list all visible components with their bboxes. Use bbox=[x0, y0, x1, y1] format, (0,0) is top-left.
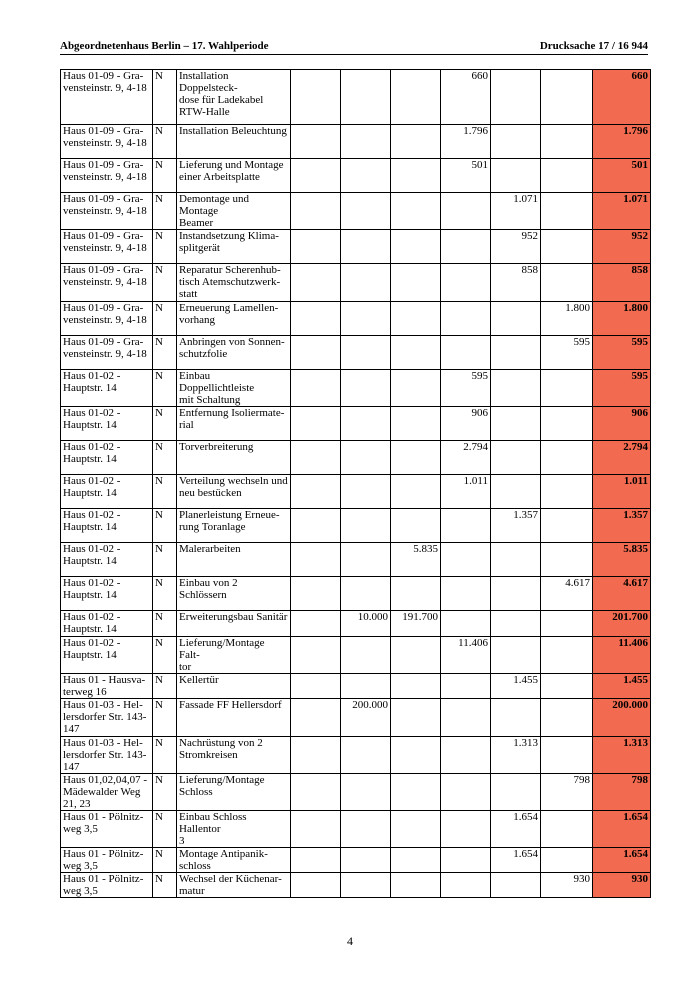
amount-cell-2 bbox=[341, 441, 391, 475]
description-cell: Malerarbeiten bbox=[177, 543, 291, 577]
amount-cell-5: 1.654 bbox=[491, 811, 541, 848]
amount-cell-1 bbox=[291, 509, 341, 543]
amount-cell-6 bbox=[541, 193, 593, 230]
description-cell: Instandsetzung Klima- splitgerät bbox=[177, 230, 291, 264]
total-cell: 2.794 bbox=[593, 441, 651, 475]
type-cell: N bbox=[153, 70, 177, 125]
description-cell: Erneuerung Lamellen- vorhang bbox=[177, 302, 291, 336]
amount-cell-4: 906 bbox=[441, 407, 491, 441]
total-cell: 858 bbox=[593, 264, 651, 302]
amount-cell-4 bbox=[441, 811, 491, 848]
description-cell: Nachrüstung von 2 Stromkreisen bbox=[177, 737, 291, 774]
description-cell: Entfernung Isoliermate- rial bbox=[177, 407, 291, 441]
total-cell: 1.071 bbox=[593, 193, 651, 230]
description-cell: Wechsel der Küchenar- matur bbox=[177, 873, 291, 898]
type-cell: N bbox=[153, 159, 177, 193]
amount-cell-1 bbox=[291, 774, 341, 811]
total-cell: 1.796 bbox=[593, 125, 651, 159]
type-cell: N bbox=[153, 125, 177, 159]
amount-cell-4 bbox=[441, 509, 491, 543]
total-cell: 660 bbox=[593, 70, 651, 125]
amount-cell-1 bbox=[291, 577, 341, 611]
table-row bbox=[61, 336, 651, 370]
description-cell: Kellertür bbox=[177, 674, 291, 699]
amount-cell-4 bbox=[441, 577, 491, 611]
type-cell: N bbox=[153, 475, 177, 509]
description-cell: Einbau Doppellichtleiste mit Schaltung bbox=[177, 370, 291, 407]
type-cell: N bbox=[153, 811, 177, 848]
amount-cell-2 bbox=[341, 193, 391, 230]
location-cell: Haus 01-09 - Gra- vensteinstr. 9, 4-18 bbox=[61, 159, 153, 193]
table-row bbox=[61, 370, 651, 407]
location-cell: Haus 01-03 - Hel- lersdorfer Str. 143- 147 bbox=[61, 737, 153, 774]
amount-cell-2: 200.000 bbox=[341, 699, 391, 737]
type-cell: N bbox=[153, 193, 177, 230]
description-cell: Torverbreiterung bbox=[177, 441, 291, 475]
location-cell: Haus 01 - Pölnitz- weg 3,5 bbox=[61, 811, 153, 848]
table-row bbox=[61, 848, 651, 873]
location-cell: Haus 01-02 - Hauptstr. 14 bbox=[61, 407, 153, 441]
table-row bbox=[61, 611, 651, 637]
amount-cell-4 bbox=[441, 848, 491, 873]
description-cell: Fassade FF Hellersdorf bbox=[177, 699, 291, 737]
amount-cell-1 bbox=[291, 674, 341, 699]
amount-cell-3 bbox=[391, 699, 441, 737]
total-cell: 1.654 bbox=[593, 811, 651, 848]
amount-cell-6 bbox=[541, 264, 593, 302]
total-cell: 1.800 bbox=[593, 302, 651, 336]
amount-cell-2 bbox=[341, 577, 391, 611]
amount-cell-1 bbox=[291, 737, 341, 774]
amount-cell-3 bbox=[391, 125, 441, 159]
table-row bbox=[61, 475, 651, 509]
location-cell: Haus 01 - Hausva- terweg 16 bbox=[61, 674, 153, 699]
amount-cell-2 bbox=[341, 475, 391, 509]
amount-cell-2 bbox=[341, 774, 391, 811]
amount-cell-1 bbox=[291, 699, 341, 737]
amount-cell-2 bbox=[341, 230, 391, 264]
amount-cell-6 bbox=[541, 637, 593, 674]
amount-cell-2 bbox=[341, 737, 391, 774]
amount-cell-4: 595 bbox=[441, 370, 491, 407]
amount-cell-6 bbox=[541, 370, 593, 407]
amount-cell-3 bbox=[391, 441, 441, 475]
description-cell: Einbau von 2 Schlössern bbox=[177, 577, 291, 611]
type-cell: N bbox=[153, 407, 177, 441]
amount-cell-3 bbox=[391, 737, 441, 774]
amount-cell-3 bbox=[391, 264, 441, 302]
amount-cell-3 bbox=[391, 577, 441, 611]
total-cell: 1.357 bbox=[593, 509, 651, 543]
amount-cell-2 bbox=[341, 848, 391, 873]
amount-cell-5 bbox=[491, 475, 541, 509]
amount-cell-6: 798 bbox=[541, 774, 593, 811]
table-row bbox=[61, 699, 651, 737]
amount-cell-6 bbox=[541, 159, 593, 193]
type-cell: N bbox=[153, 674, 177, 699]
amount-cell-4: 1.796 bbox=[441, 125, 491, 159]
amount-cell-5: 1.455 bbox=[491, 674, 541, 699]
location-cell: Haus 01-09 - Gra- vensteinstr. 9, 4-18 bbox=[61, 302, 153, 336]
total-cell: 11.406 bbox=[593, 637, 651, 674]
amount-cell-6: 4.617 bbox=[541, 577, 593, 611]
amount-cell-3 bbox=[391, 407, 441, 441]
amount-cell-1 bbox=[291, 336, 341, 370]
amount-cell-3 bbox=[391, 674, 441, 699]
amount-cell-5: 1.071 bbox=[491, 193, 541, 230]
amount-cell-3 bbox=[391, 475, 441, 509]
amount-cell-2 bbox=[341, 370, 391, 407]
amount-cell-1 bbox=[291, 441, 341, 475]
amount-cell-4 bbox=[441, 611, 491, 637]
amount-cell-5 bbox=[491, 873, 541, 898]
amount-cell-6 bbox=[541, 70, 593, 125]
location-cell: Haus 01 - Pölnitz- weg 3,5 bbox=[61, 848, 153, 873]
table-row bbox=[61, 543, 651, 577]
amount-cell-2 bbox=[341, 336, 391, 370]
type-cell: N bbox=[153, 577, 177, 611]
amount-cell-2: 10.000 bbox=[341, 611, 391, 637]
amount-cell-1 bbox=[291, 264, 341, 302]
amount-cell-4: 2.794 bbox=[441, 441, 491, 475]
table-row bbox=[61, 637, 651, 674]
amount-cell-5: 952 bbox=[491, 230, 541, 264]
location-cell: Haus 01-02 - Hauptstr. 14 bbox=[61, 577, 153, 611]
location-cell: Haus 01-09 - Gra- vensteinstr. 9, 4-18 bbox=[61, 230, 153, 264]
amount-cell-4: 11.406 bbox=[441, 637, 491, 674]
amount-cell-3: 191.700 bbox=[391, 611, 441, 637]
total-cell: 952 bbox=[593, 230, 651, 264]
amount-cell-3 bbox=[391, 509, 441, 543]
amount-cell-5 bbox=[491, 370, 541, 407]
amount-cell-4 bbox=[441, 302, 491, 336]
location-cell: Haus 01,02,04,07 - Mädewalder Weg 21, 23 bbox=[61, 774, 153, 811]
amount-cell-3 bbox=[391, 637, 441, 674]
amount-cell-3 bbox=[391, 873, 441, 898]
location-cell: Haus 01 - Pölnitz- weg 3,5 bbox=[61, 873, 153, 898]
amount-cell-5 bbox=[491, 70, 541, 125]
amount-cell-5 bbox=[491, 302, 541, 336]
amount-cell-6 bbox=[541, 509, 593, 543]
amount-cell-4: 1.011 bbox=[441, 475, 491, 509]
amount-cell-3 bbox=[391, 302, 441, 336]
amount-cell-6 bbox=[541, 441, 593, 475]
total-cell: 595 bbox=[593, 370, 651, 407]
amount-cell-3 bbox=[391, 848, 441, 873]
location-cell: Haus 01-09 - Gra- vensteinstr. 9, 4-18 bbox=[61, 125, 153, 159]
amount-cell-5 bbox=[491, 637, 541, 674]
amount-cell-5 bbox=[491, 407, 541, 441]
amount-cell-5: 1.654 bbox=[491, 848, 541, 873]
amount-cell-3 bbox=[391, 370, 441, 407]
amount-cell-1 bbox=[291, 125, 341, 159]
amount-cell-6: 595 bbox=[541, 336, 593, 370]
amount-cell-4 bbox=[441, 737, 491, 774]
description-cell: Einbau Schloss Hallentor 3 bbox=[177, 811, 291, 848]
description-cell: Demontage und Montage Beamer bbox=[177, 193, 291, 230]
amount-cell-2 bbox=[341, 509, 391, 543]
total-cell: 906 bbox=[593, 407, 651, 441]
amount-cell-3 bbox=[391, 193, 441, 230]
page-header bbox=[60, 40, 648, 55]
amount-cell-4 bbox=[441, 264, 491, 302]
type-cell: N bbox=[153, 230, 177, 264]
description-cell: Lieferung und Montage einer Arbeitsplatte bbox=[177, 159, 291, 193]
description-cell: Installation Doppelsteck- dose für Ladekabel RTW-Halle bbox=[177, 70, 291, 125]
page-number: 4 bbox=[347, 934, 353, 948]
amount-cell-5: 1.357 bbox=[491, 509, 541, 543]
amount-cell-2 bbox=[341, 543, 391, 577]
type-cell: N bbox=[153, 699, 177, 737]
type-cell: N bbox=[153, 873, 177, 898]
amount-cell-2 bbox=[341, 302, 391, 336]
amount-cell-5 bbox=[491, 125, 541, 159]
table-row bbox=[61, 230, 651, 264]
description-cell: Planerleistung Erneue- rung Toranlage bbox=[177, 509, 291, 543]
amount-cell-2 bbox=[341, 70, 391, 125]
amount-cell-2 bbox=[341, 159, 391, 193]
description-cell: Montage Antipanik- schloss bbox=[177, 848, 291, 873]
description-cell: Lieferung/Montage Schloss bbox=[177, 774, 291, 811]
amount-cell-1 bbox=[291, 873, 341, 898]
amount-cell-5 bbox=[491, 774, 541, 811]
amount-cell-1 bbox=[291, 848, 341, 873]
description-cell: Lieferung/Montage Falt- tor bbox=[177, 637, 291, 674]
amount-cell-1 bbox=[291, 302, 341, 336]
amount-cell-1 bbox=[291, 611, 341, 637]
amount-cell-1 bbox=[291, 193, 341, 230]
amount-cell-5: 858 bbox=[491, 264, 541, 302]
total-cell: 1.455 bbox=[593, 674, 651, 699]
table-row bbox=[61, 70, 651, 125]
amount-cell-4 bbox=[441, 873, 491, 898]
description-cell: Erweiterungsbau Sanitär bbox=[177, 611, 291, 637]
amount-cell-3: 5.835 bbox=[391, 543, 441, 577]
amount-cell-2 bbox=[341, 407, 391, 441]
table-row bbox=[61, 577, 651, 611]
amount-cell-4 bbox=[441, 674, 491, 699]
total-cell: 1.654 bbox=[593, 848, 651, 873]
header-document-number: Drucksache 17 / 16 944 bbox=[539, 40, 648, 52]
amount-cell-1 bbox=[291, 543, 341, 577]
type-cell: N bbox=[153, 302, 177, 336]
total-cell: 200.000 bbox=[593, 699, 651, 737]
table-row bbox=[61, 193, 651, 230]
total-cell: 201.700 bbox=[593, 611, 651, 637]
table-row bbox=[61, 774, 651, 811]
location-cell: Haus 01-09 - Gra- vensteinstr. 9, 4-18 bbox=[61, 70, 153, 125]
amount-cell-2 bbox=[341, 264, 391, 302]
location-cell: Haus 01-02 - Hauptstr. 14 bbox=[61, 543, 153, 577]
table-row bbox=[61, 674, 651, 699]
amount-cell-1 bbox=[291, 370, 341, 407]
table-row bbox=[61, 264, 651, 302]
amount-cell-4: 660 bbox=[441, 70, 491, 125]
total-cell: 1.011 bbox=[593, 475, 651, 509]
table-row bbox=[61, 873, 651, 898]
type-cell: N bbox=[153, 611, 177, 637]
amount-cell-6 bbox=[541, 699, 593, 737]
table-row bbox=[61, 302, 651, 336]
amount-cell-4: 501 bbox=[441, 159, 491, 193]
total-cell: 5.835 bbox=[593, 543, 651, 577]
table-row bbox=[61, 811, 651, 848]
location-cell: Haus 01-02 - Hauptstr. 14 bbox=[61, 475, 153, 509]
location-cell: Haus 01-02 - Hauptstr. 14 bbox=[61, 509, 153, 543]
amount-cell-1 bbox=[291, 811, 341, 848]
total-cell: 1.313 bbox=[593, 737, 651, 774]
amount-cell-5 bbox=[491, 577, 541, 611]
total-cell: 4.617 bbox=[593, 577, 651, 611]
amount-cell-3 bbox=[391, 70, 441, 125]
type-cell: N bbox=[153, 774, 177, 811]
amount-cell-6 bbox=[541, 230, 593, 264]
type-cell: N bbox=[153, 737, 177, 774]
amount-cell-5 bbox=[491, 699, 541, 737]
location-cell: Haus 01-02 - Hauptstr. 14 bbox=[61, 637, 153, 674]
amount-cell-3 bbox=[391, 774, 441, 811]
location-cell: Haus 01-09 - Gra- vensteinstr. 9, 4-18 bbox=[61, 193, 153, 230]
amount-cell-4 bbox=[441, 774, 491, 811]
location-cell: Haus 01-02 - Hauptstr. 14 bbox=[61, 370, 153, 407]
table-row bbox=[61, 737, 651, 774]
description-cell: Anbringen von Sonnen- schutzfolie bbox=[177, 336, 291, 370]
amount-cell-6 bbox=[541, 811, 593, 848]
table-row bbox=[61, 125, 651, 159]
location-cell: Haus 01-09 - Gra- vensteinstr. 9, 4-18 bbox=[61, 264, 153, 302]
table-row bbox=[61, 159, 651, 193]
amount-cell-4 bbox=[441, 193, 491, 230]
amount-cell-3 bbox=[391, 811, 441, 848]
amount-cell-6 bbox=[541, 475, 593, 509]
total-cell: 595 bbox=[593, 336, 651, 370]
expense-table bbox=[60, 69, 651, 898]
amount-cell-6: 1.800 bbox=[541, 302, 593, 336]
description-cell: Verteilung wechseln und neu bestücken bbox=[177, 475, 291, 509]
total-cell: 798 bbox=[593, 774, 651, 811]
location-cell: Haus 01-02 - Hauptstr. 14 bbox=[61, 611, 153, 637]
amount-cell-6 bbox=[541, 737, 593, 774]
amount-cell-2 bbox=[341, 674, 391, 699]
amount-cell-6 bbox=[541, 674, 593, 699]
amount-cell-3 bbox=[391, 159, 441, 193]
amount-cell-6 bbox=[541, 543, 593, 577]
amount-cell-2 bbox=[341, 637, 391, 674]
amount-cell-4 bbox=[441, 336, 491, 370]
amount-cell-1 bbox=[291, 475, 341, 509]
type-cell: N bbox=[153, 441, 177, 475]
amount-cell-5 bbox=[491, 159, 541, 193]
amount-cell-2 bbox=[341, 125, 391, 159]
type-cell: N bbox=[153, 264, 177, 302]
table-row bbox=[61, 441, 651, 475]
type-cell: N bbox=[153, 370, 177, 407]
amount-cell-3 bbox=[391, 336, 441, 370]
description-cell: Reparatur Scherenhub- tisch Atemschutzwerk- statt bbox=[177, 264, 291, 302]
amount-cell-2 bbox=[341, 873, 391, 898]
amount-cell-6 bbox=[541, 125, 593, 159]
location-cell: Haus 01-03 - Hel- lersdorfer Str. 143- 147 bbox=[61, 699, 153, 737]
total-cell: 930 bbox=[593, 873, 651, 898]
header-parliament: Abgeordnetenhaus Berlin – 17. Wahlperiode bbox=[60, 40, 269, 52]
amount-cell-2 bbox=[341, 811, 391, 848]
type-cell: N bbox=[153, 543, 177, 577]
amount-cell-5 bbox=[491, 543, 541, 577]
amount-cell-6: 930 bbox=[541, 873, 593, 898]
description-cell: Installation Beleuchtung bbox=[177, 125, 291, 159]
amount-cell-5 bbox=[491, 336, 541, 370]
type-cell: N bbox=[153, 336, 177, 370]
amount-cell-5 bbox=[491, 441, 541, 475]
amount-cell-1 bbox=[291, 407, 341, 441]
amount-cell-4 bbox=[441, 230, 491, 264]
amount-cell-3 bbox=[391, 230, 441, 264]
amount-cell-1 bbox=[291, 70, 341, 125]
amount-cell-6 bbox=[541, 407, 593, 441]
type-cell: N bbox=[153, 637, 177, 674]
amount-cell-1 bbox=[291, 230, 341, 264]
amount-cell-5: 1.313 bbox=[491, 737, 541, 774]
amount-cell-6 bbox=[541, 611, 593, 637]
table-row bbox=[61, 509, 651, 543]
type-cell: N bbox=[153, 848, 177, 873]
amount-cell-1 bbox=[291, 159, 341, 193]
total-cell: 501 bbox=[593, 159, 651, 193]
type-cell: N bbox=[153, 509, 177, 543]
amount-cell-1 bbox=[291, 637, 341, 674]
table-row bbox=[61, 407, 651, 441]
amount-cell-6 bbox=[541, 848, 593, 873]
amount-cell-4 bbox=[441, 699, 491, 737]
amount-cell-4 bbox=[441, 543, 491, 577]
location-cell: Haus 01-02 - Hauptstr. 14 bbox=[61, 441, 153, 475]
amount-cell-5 bbox=[491, 611, 541, 637]
location-cell: Haus 01-09 - Gra- vensteinstr. 9, 4-18 bbox=[61, 336, 153, 370]
